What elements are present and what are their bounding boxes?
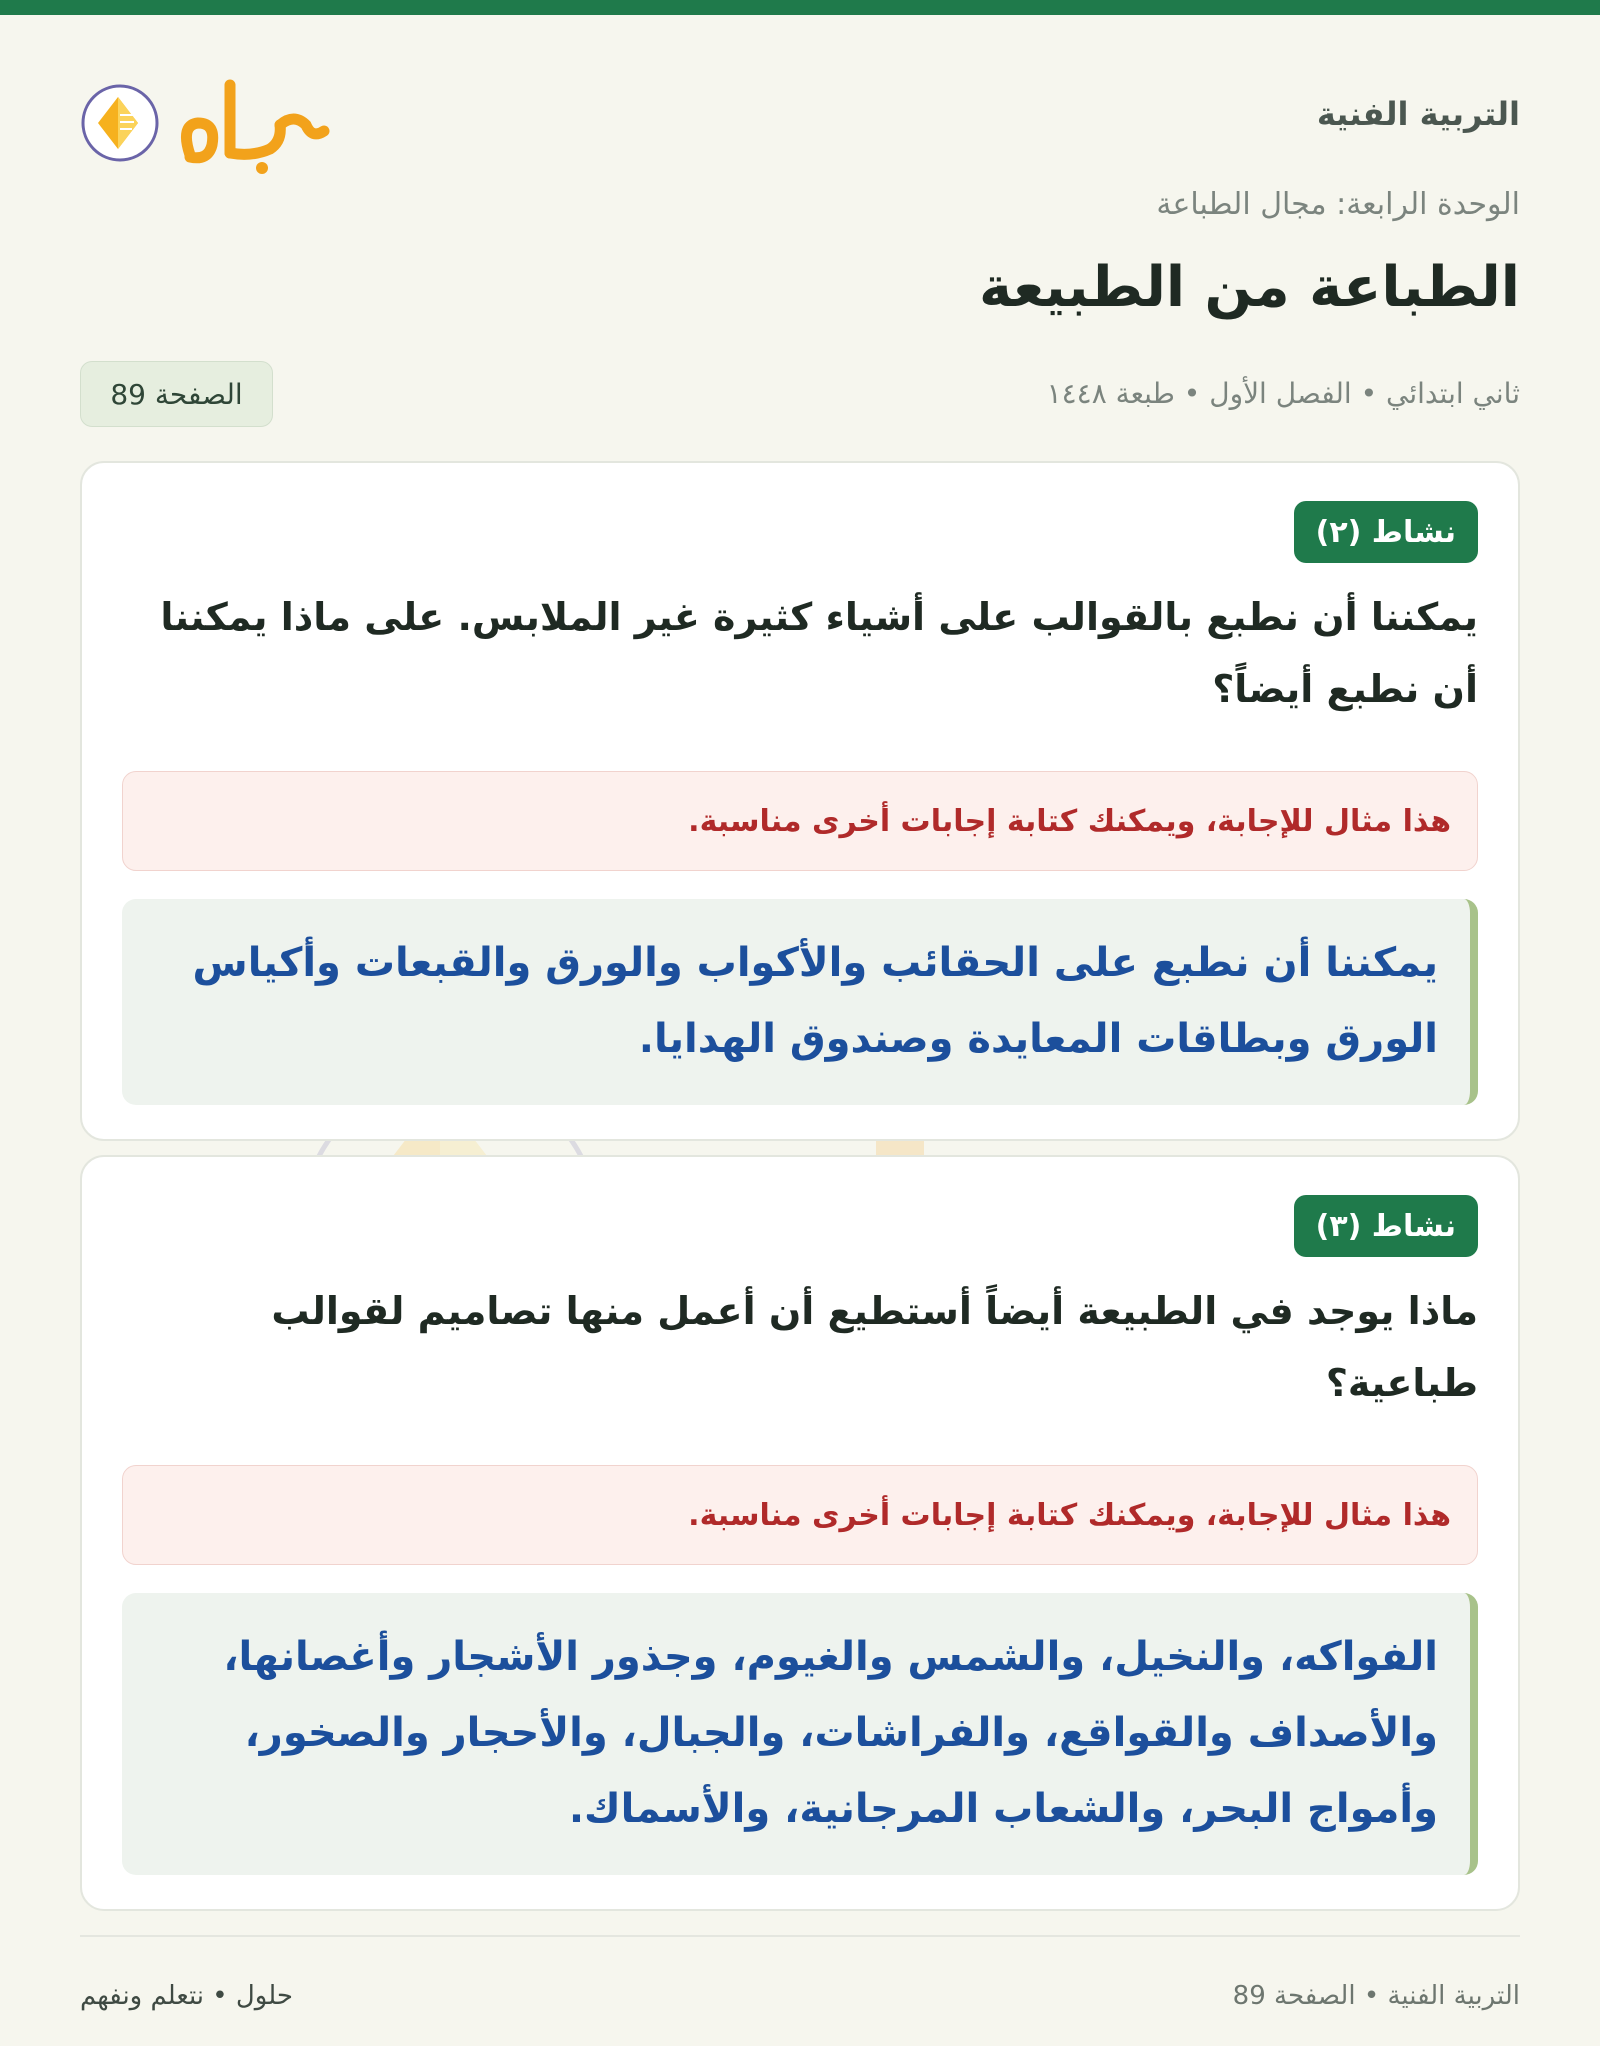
activity-answer: الفواكه، والنخيل، والشمس والغيوم، وجذور الأشجار وأغصانها، والأصداف والقواقع، والفراشات، والجبال، والأحجار والصخور، وأمواج البحر، والشعاب المرجانية، والأسماك.	[122, 1593, 1478, 1875]
activity-question: يمكننا أن نطبع بالقوالب على أشياء كثيرة غير الملابس. على ماذا يمكننا أن نطبع أيضاً؟	[160, 595, 1478, 711]
activity-badge: نشاط (٣)	[1294, 1195, 1478, 1257]
grade-meta: ثاني ابتدائي • الفصل الأول • طبعة ١٤٤٨	[1046, 377, 1520, 410]
footer-divider	[80, 1935, 1520, 1937]
hulul-logo-icon	[80, 65, 340, 180]
hulul-logo[interactable]	[80, 65, 340, 180]
page-number-badge: الصفحة 89	[80, 361, 273, 427]
top-accent-bar	[0, 0, 1600, 15]
page-title: الطباعة من الطبيعة	[979, 255, 1520, 320]
answer-note: هذا مثال للإجابة، ويمكنك كتابة إجابات أخرى مناسبة.	[122, 1465, 1478, 1565]
footer-brand: حلول • نتعلم ونفهم	[80, 1981, 293, 2011]
activity-question: ماذا يوجد في الطبيعة أيضاً أستطيع أن أعمل منها تصاميم لقوالب طباعية؟	[271, 1289, 1478, 1405]
footer-page-info: التربية الفنية • الصفحة 89	[1232, 1981, 1520, 2011]
answer-note: هذا مثال للإجابة، ويمكنك كتابة إجابات أخرى مناسبة.	[122, 771, 1478, 871]
page	[80, 15, 1520, 2046]
activity-card	[80, 461, 1520, 1141]
unit-subtitle: الوحدة الرابعة: مجال الطباعة	[1156, 187, 1520, 222]
activity-answer: يمكننا أن نطبع على الحقائب والأكواب والورق والقبعات وأكياس الورق وبطاقات المعايدة وصندوق الهدايا.	[122, 899, 1478, 1105]
activity-card	[80, 1155, 1520, 1911]
subject-title: التربية الفنية	[1316, 95, 1520, 133]
activity-badge: نشاط (٢)	[1294, 501, 1478, 563]
